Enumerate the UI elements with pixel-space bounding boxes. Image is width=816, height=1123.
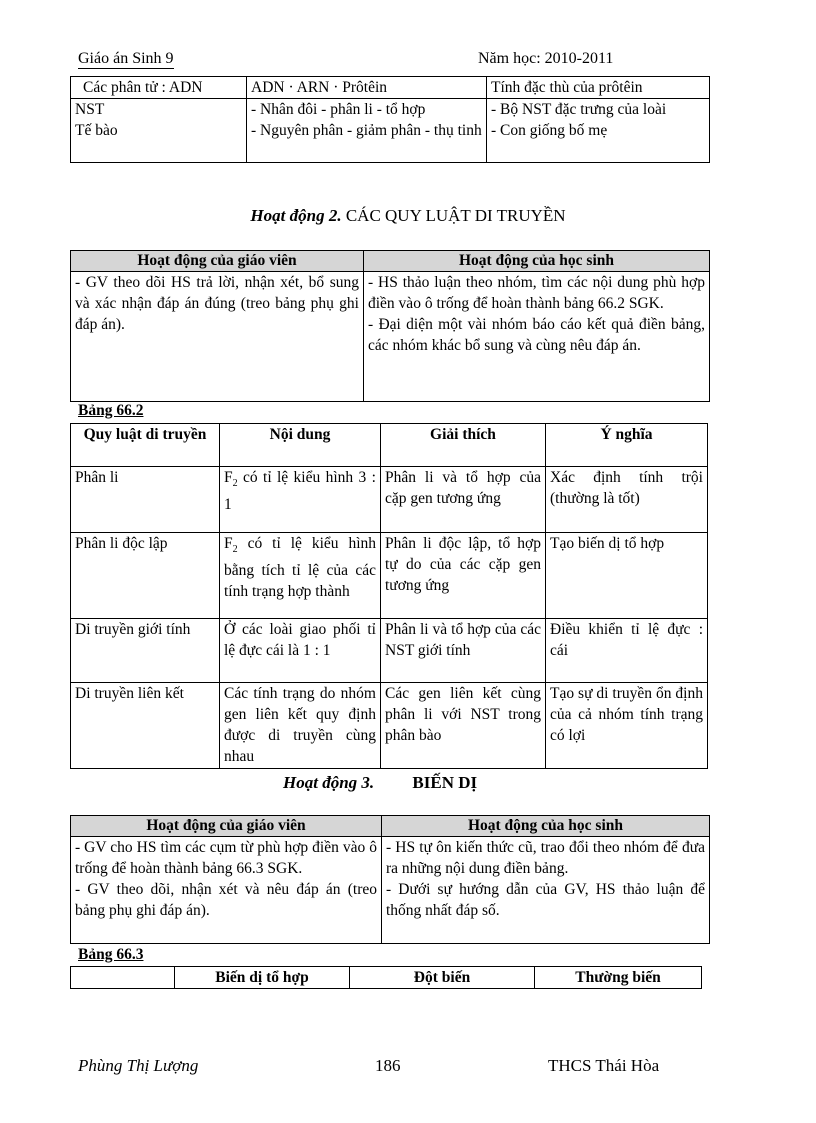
top-table: [70, 76, 710, 163]
table-cell: Di truyền giới tính: [71, 619, 220, 683]
activity2-teacher-cell: - GV theo dõi HS trả lời, nhận xét, bổ sung và xác nhận đáp án đúng (treo bảng phụ ghi đáp án).: [71, 272, 364, 402]
activity2-student-cell: [364, 272, 710, 402]
table-text: F: [224, 535, 233, 552]
activity3-teacher-header: Hoạt động của giáo viên: [71, 816, 382, 837]
table-cell: Tạo biến dị tổ hợp: [546, 533, 708, 619]
table-66-3-header-mutation: Đột biến: [350, 967, 535, 989]
table-cell: Xác định tính trội (thường là tốt): [546, 467, 708, 533]
activity3-student-header: Hoạt động của học sinh: [382, 816, 710, 837]
table-66-2-caption: Bảng 66.2: [78, 402, 144, 419]
header-subject: Giáo án Sinh 9: [78, 50, 174, 67]
top-table-text: - Bộ NST đặc trưng của loài: [491, 101, 667, 118]
table-66-3-header-modification: Thường biến: [535, 967, 702, 989]
footer-school: THCS Thái Hòa: [548, 1056, 660, 1075]
top-table-cell-1: [71, 99, 247, 163]
top-table-text: Tế bào: [75, 122, 118, 139]
table-row: [71, 533, 708, 619]
table-cell: [220, 533, 381, 619]
table-cell: Tạo sự di truyền ổn định của cả nhóm tính trạng có lợi: [546, 683, 708, 769]
table-66-2-header-explain: Giải thích: [381, 424, 546, 467]
table-66-3-header-combination: Biến dị tổ hợp: [175, 967, 350, 989]
table-cell: Các gen liên kết cùng phân li với NST trong phân bào: [381, 683, 546, 769]
table-cell: Phân li: [71, 467, 220, 533]
table-subscript: 2: [232, 544, 238, 556]
table-cell: Điều khiển tỉ lệ đực : cái: [546, 619, 708, 683]
table-text: có tỉ lệ kiểu hình 3 : 1: [224, 469, 376, 514]
top-table-text: - Nhân đôi - phân li - tổ hợp: [251, 101, 426, 118]
top-table-header-1: Các phân tử : ADN: [71, 77, 247, 99]
table-subscript: 2: [232, 478, 238, 490]
table-66-3-caption: Bảng 66.3: [78, 946, 144, 963]
table-row: [71, 683, 708, 769]
activity3-student-cell: [382, 837, 710, 944]
activity3-title: [283, 773, 477, 793]
table-cell: Phân li và tổ hợp của các NST giới tính: [381, 619, 546, 683]
footer-author: Phùng Thị Lượng: [78, 1056, 199, 1075]
table-text: có tỉ lệ kiểu hình bằng tích tỉ lệ của các tính trạng hợp thành: [224, 535, 376, 601]
activity2-table: [70, 250, 710, 402]
activity3-teacher-text: - GV theo dõi, nhận xét và nêu đáp án (treo bảng phụ ghi đáp án).: [75, 881, 377, 919]
top-table-text: NST: [75, 101, 105, 118]
activity3-student-text: - HS tự ôn kiến thức cũ, trao đổi theo nhóm để đưa ra những nội dung điền bảng.: [386, 839, 705, 877]
activity2-title-label: Hoạt động 2.: [250, 206, 342, 225]
activity3-table: [70, 815, 710, 944]
table-66-3: [70, 966, 702, 989]
activity2-teacher-header: Hoạt động của giáo viên: [71, 251, 364, 272]
table-row: [71, 467, 708, 533]
table-cell: Ở các loài giao phối tỉ lệ đực cái là 1 : 1: [220, 619, 381, 683]
top-table-cell-3: [487, 99, 710, 163]
table-66-3-header-empty: [71, 967, 175, 989]
activity2-title: [0, 206, 816, 226]
table-cell: Phân li độc lập, tổ hợp tự do của các cặp gen tương ứng: [381, 533, 546, 619]
top-table-header-3: Tính đặc thù của prôtêin: [487, 77, 710, 99]
activity3-teacher-cell: [71, 837, 382, 944]
top-table-text: - Nguyên phân - giảm phân - thụ tinh: [251, 122, 482, 139]
table-cell: [220, 467, 381, 533]
activity2-title-text: CÁC QUY LUẬT DI TRUYỀN: [341, 206, 566, 225]
table-cell: Di truyền liên kết: [71, 683, 220, 769]
table-66-2-header-meaning: Ý nghĩa: [546, 424, 708, 467]
activity3-student-text: - Dưới sự hướng dẫn của GV, HS thảo luận để thống nhất đáp số.: [386, 881, 705, 919]
table-row: [71, 619, 708, 683]
activity3-teacher-text: - GV cho HS tìm các cụm từ phù hợp điền vào ô trống để hoàn thành bảng 66.3 SGK.: [75, 839, 377, 877]
table-66-2: [70, 423, 708, 769]
top-table-text: - Con giống bố mẹ: [491, 122, 608, 139]
footer-page-number: 186: [375, 1056, 401, 1075]
activity3-title-label: Hoạt động 3.: [283, 773, 375, 792]
table-cell: Phân li và tổ hợp của cặp gen tương ứng: [381, 467, 546, 533]
table-cell: Phân li độc lập: [71, 533, 220, 619]
table-cell: Các tính trạng do nhóm gen liên kết quy định được di truyền cùng nhau: [220, 683, 381, 769]
activity2-student-text: - HS thảo luận theo nhóm, tìm các nội dung phù hợp điền vào ô trống để hoàn thành bảng 66.2 SGK.: [368, 274, 705, 312]
table-text: F: [224, 469, 233, 486]
activity2-student-header: Hoạt động của học sinh: [364, 251, 710, 272]
header-school-year: Năm học: 2010-2011: [478, 50, 614, 67]
top-table-cell-2: [247, 99, 487, 163]
table-66-2-header-content: Nội dung: [220, 424, 381, 467]
activity2-student-text: - Đại diện một vài nhóm báo cáo kết quả điền bảng, các nhóm khác bổ sung và cùng nêu đáp án.: [368, 316, 705, 354]
top-table-header-2: ADN · ARN · Prôtêin: [247, 77, 487, 99]
table-66-2-header-law: Quy luật di truyền: [71, 424, 220, 467]
activity3-title-text: BIẾN DỊ: [412, 773, 478, 792]
